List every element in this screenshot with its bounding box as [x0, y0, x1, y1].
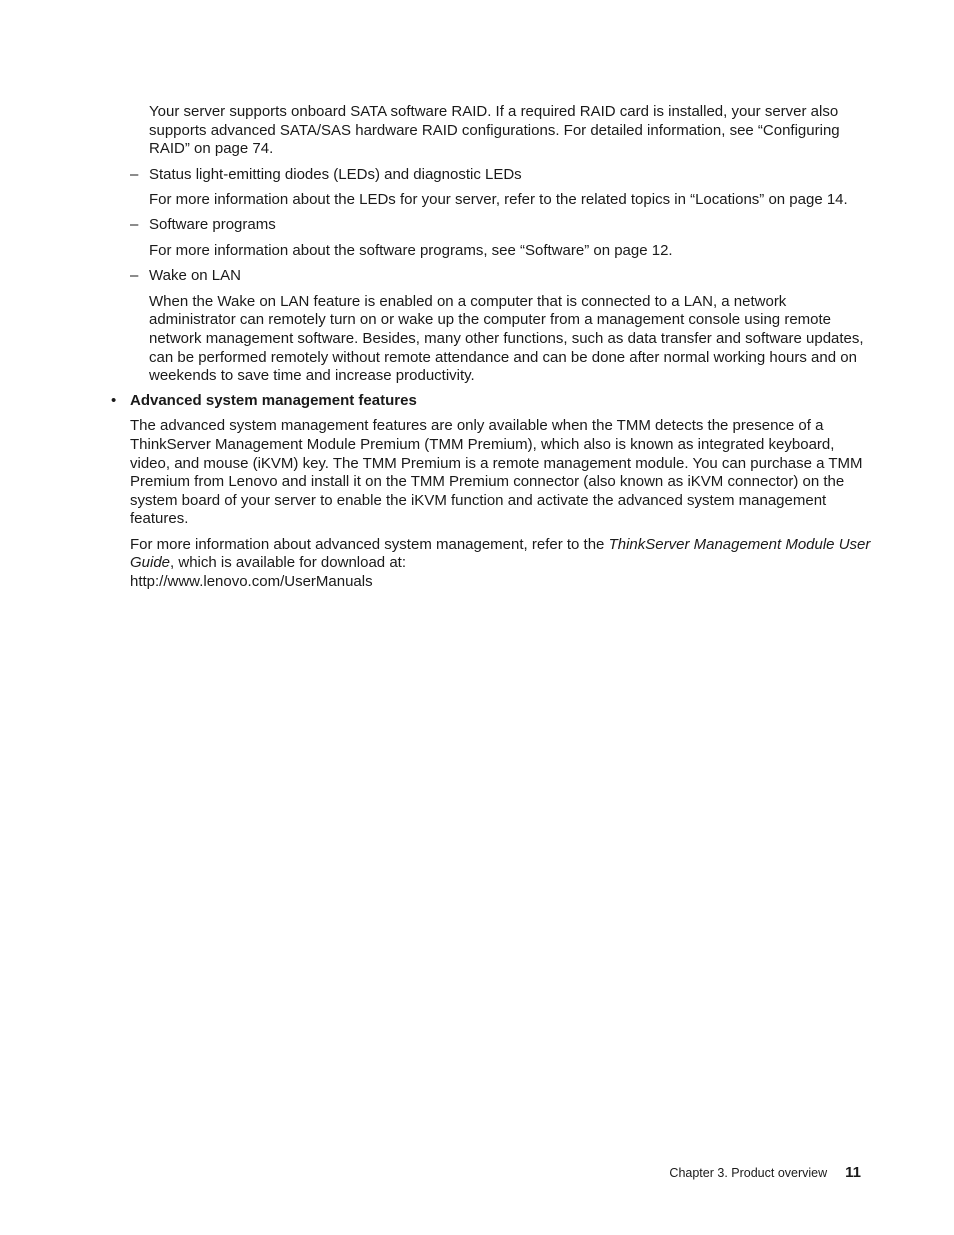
list-item-title: Software programs	[149, 215, 276, 233]
guide-title: ThinkServer Management Module User Guide	[130, 535, 871, 572]
advanced-paragraph: The advanced system management features are only available when the TMM detects the presence of a ThinkServer Management Module Premium (TMM Premium), which also is known as integrated keyboard, video, and mouse (iKVM) key. The TMM Premium is a remote management module. You can purchase a TMM Premium from Lenovo and install it on the TMM Premium connector (also known as iKVM connector) on the system board of your server to enable the iKVM function and activate the advanced system management features.	[130, 417, 863, 528]
page-footer	[669, 1164, 861, 1183]
dash-marker: –	[130, 267, 139, 285]
dash-marker: –	[130, 215, 139, 233]
list-item-wake-on-lan	[130, 267, 871, 286]
list-item-title: Status light-emitting diodes (LEDs) and diagnostic LEDs	[149, 165, 522, 183]
bullet-marker: •	[111, 391, 117, 409]
page-content	[111, 103, 871, 592]
chapter-label: Chapter 3. Product overview	[669, 1166, 828, 1180]
more-info-prefix: For more information about advanced system management, refer to the	[130, 535, 609, 553]
wake-on-lan-paragraph: When the Wake on LAN feature is enabled on a computer that is connected to a LAN, a network administrator can remotely turn on or wake up the computer from a management console using remote network management software. Besides, many other functions, such as data transfer and software updates, can be performed remotely without remote attendance and can be done after normal working hours and on weekends to save time and increase productivity.	[149, 292, 864, 385]
more-info-paragraph	[130, 536, 871, 592]
dash-marker: –	[130, 165, 139, 183]
more-info-suffix: , which is available for download at:	[170, 554, 406, 572]
bullet-item-advanced	[111, 391, 871, 411]
raid-paragraph: Your server supports onboard SATA software RAID. If a required RAID card is installed, your server also supports advanced SATA/SAS hardware RAID configurations. For detailed information, see “Configuring RAID” on page 74.	[149, 103, 840, 158]
leds-paragraph: For more information about the LEDs for your server, refer to the related topics in “Locations” on page 14.	[149, 191, 848, 209]
download-url: http://www.lenovo.com/UserManuals	[130, 573, 373, 591]
software-paragraph: For more information about the software programs, see “Software” on page 12.	[149, 241, 673, 259]
list-item-title: Wake on LAN	[149, 267, 241, 285]
list-item-software	[130, 215, 871, 235]
section-heading: Advanced system management features	[130, 391, 417, 409]
list-item-leds	[130, 165, 871, 185]
page-number: 11	[845, 1164, 861, 1181]
